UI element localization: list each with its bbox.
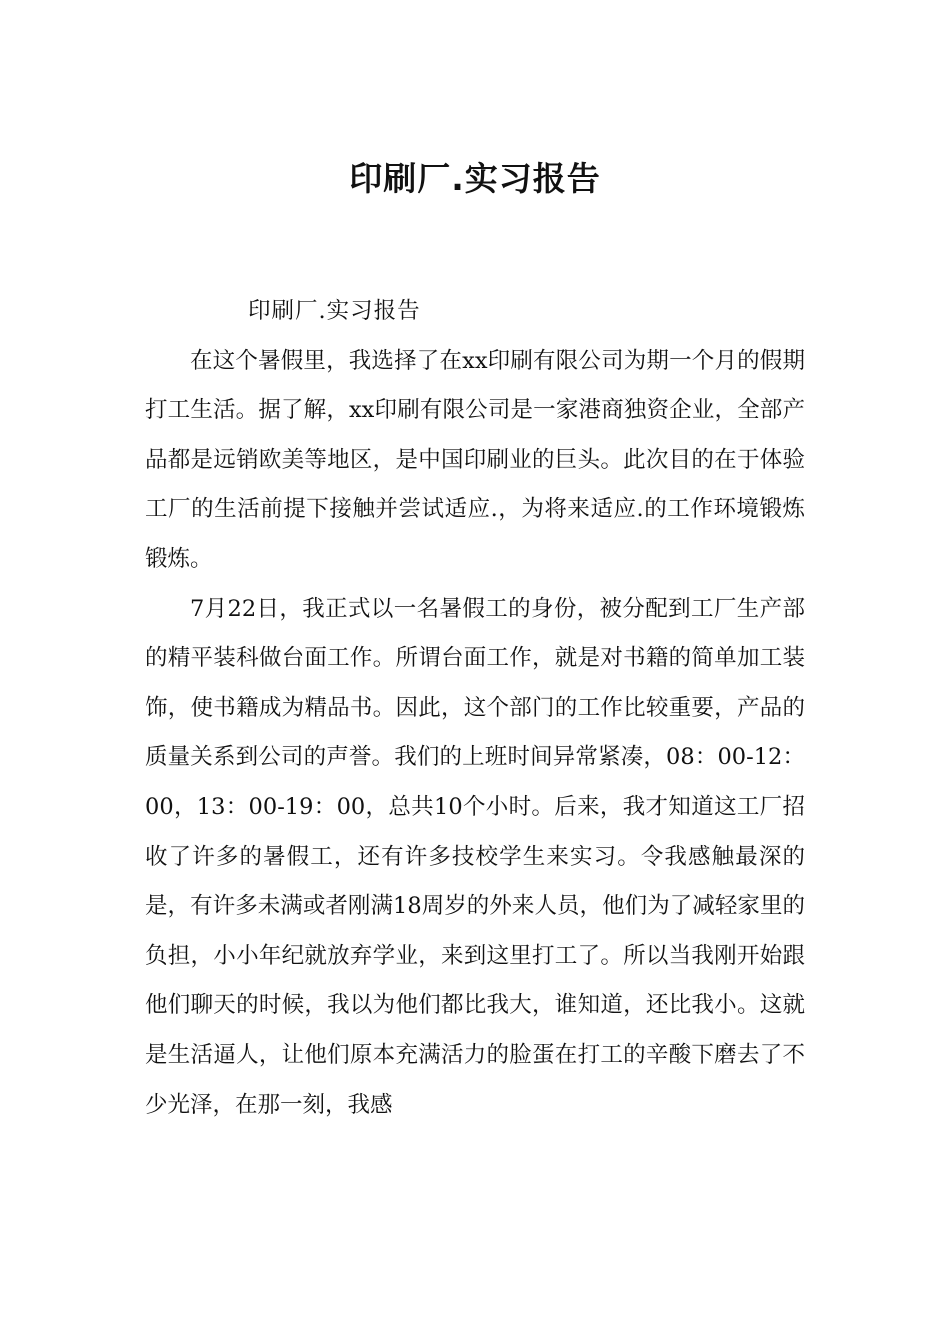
paragraph-1: 在这个暑假里，我选择了在xx印刷有限公司为期一个月的假期打工生活。据了解，xx印刷有限公司是一家港商独资企业，全部产品都是远销欧美等地区，是中国印刷业的巨头。此次目的在于体验工厂的生活前提下接触并尝试适应.，为将来适应.的工作环境锻炼锻炼。 (145, 347, 805, 572)
paragraph-2: 7月22日，我正式以一名暑假工的身份，被分配到工厂生产部的精平装科做台面工作。所谓台面工作，就是对书籍的简单加工装饰，使书籍成为精品书。因此，这个部门的工作比较重要，产品的质量关系到公司的声誉。我们的上班时间异常紧凑，08：00-12：00，13：00-19：00，总共10个小时。后来，我才知道这工厂招收了许多的暑假工，还有许多技校学生来实习。令我感触最深的是，有许多未满或者刚满18周岁的外来人员，他们为了减轻家里的负担，小小年纪就放弃学业，来到这里打工了。所以当我刚开始跟他们聊天的时候，我以为他们都比我大，谁知道，还比我小。这就是生活逼人，让他们原本充满活力的脸蛋在打工的辛酸下磨去了不少光泽，在那一刻，我感 (145, 595, 805, 1118)
document-body (145, 287, 805, 1130)
document-subtitle: 印刷厂.实习报告 (248, 298, 421, 324)
document-title: 印刷厂.实习报告 (349, 159, 601, 198)
